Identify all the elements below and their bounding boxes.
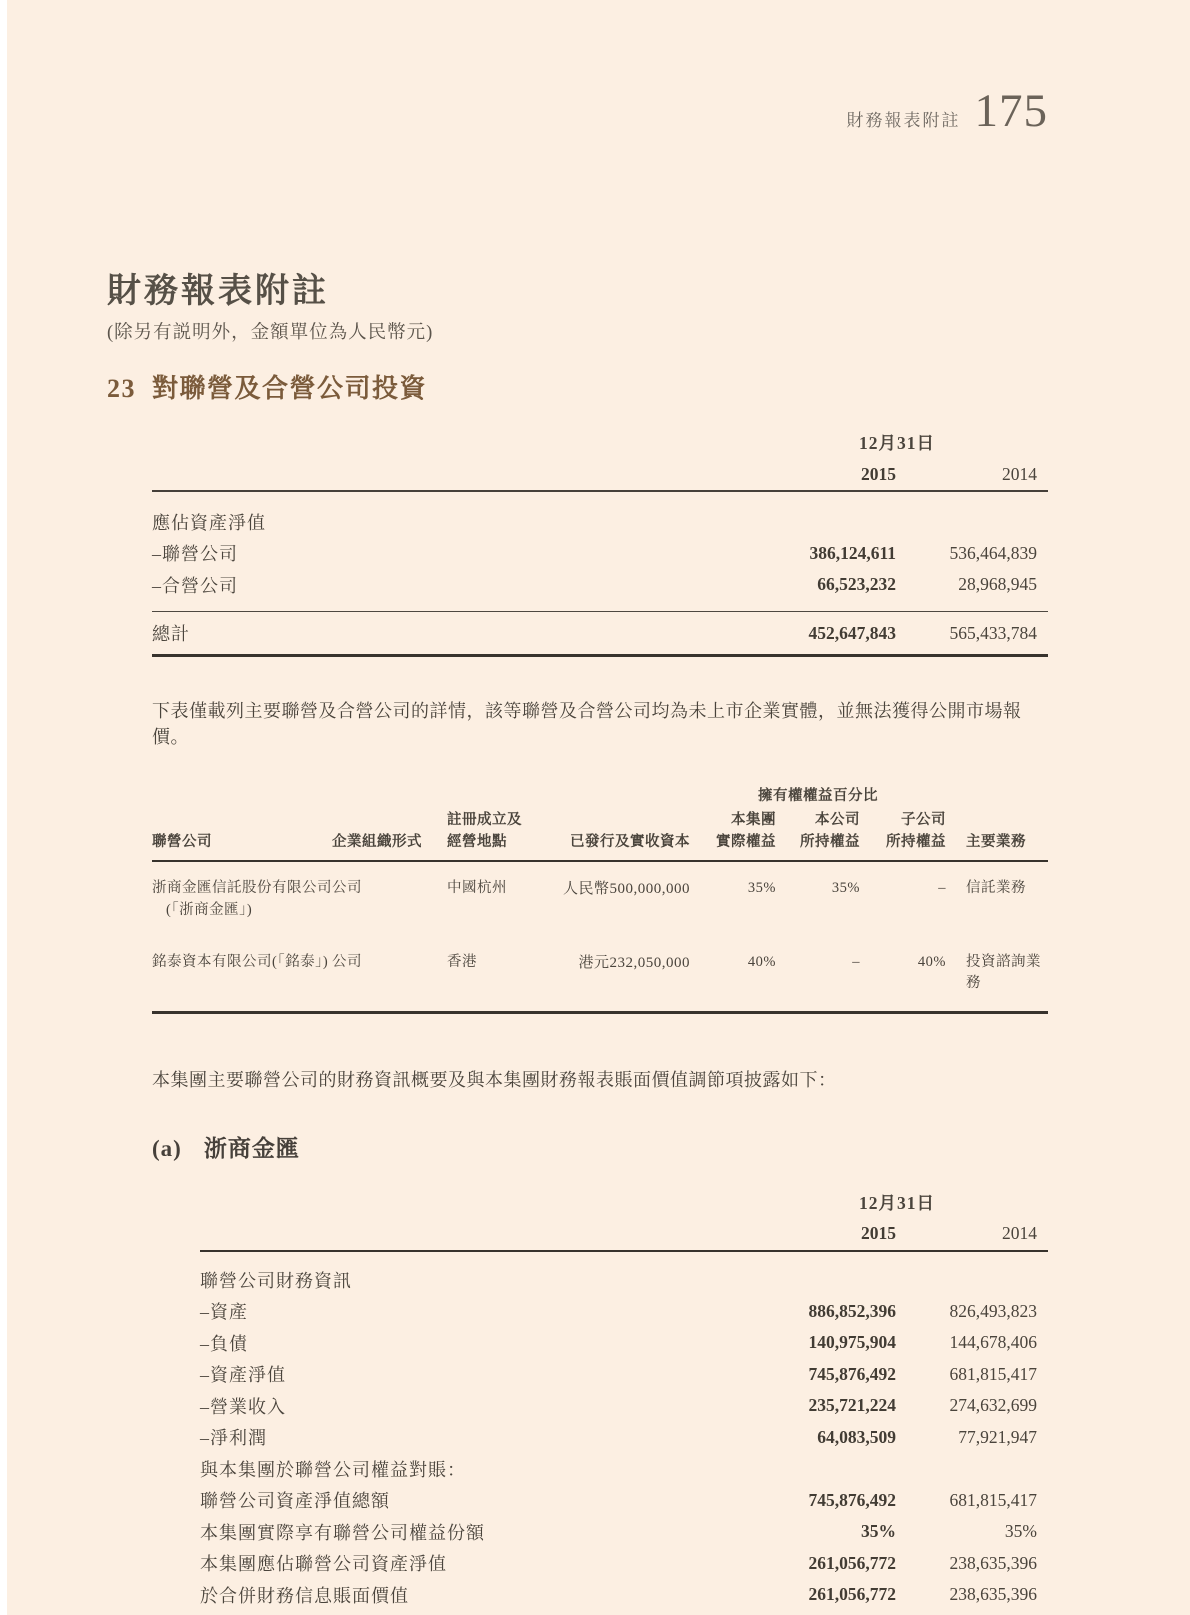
value-2015: 64,083,509 (817, 1426, 896, 1447)
associates-table (152, 779, 1048, 1014)
col-capital: 已發行及實收資本 (570, 834, 690, 851)
col-form: 企業組織形式 (332, 834, 422, 851)
value-2014: 681,815,417 (949, 1489, 1037, 1510)
cell-business: 信託業務 (966, 880, 1026, 897)
date-header: 12月31日 (859, 433, 935, 454)
col-group-interest (690, 809, 776, 854)
value-2014: 681,815,417 (949, 1363, 1037, 1384)
table-row (152, 506, 1048, 538)
value-2014: 144,678,406 (949, 1332, 1037, 1353)
company-name: 銘泰資本有限公司(「銘泰」) (152, 953, 329, 970)
cell-sub-interest: 40% (917, 953, 946, 970)
table-years-row (152, 459, 1048, 491)
row-label: 與本集團於聯營公司權益對賬： (200, 1459, 466, 1480)
section-body (152, 427, 1048, 1615)
col-parent-line2: 所持權益 (800, 834, 860, 851)
total-label: 總計 (152, 624, 190, 645)
document-title: 財務報表附註 (107, 273, 329, 310)
table-row (200, 1359, 1048, 1391)
cell-place: 香港 (447, 953, 477, 970)
cell-parent-interest: 35% (831, 880, 860, 897)
subsection-title: 浙商金匯 (203, 1135, 300, 1161)
detail-table-body (200, 1252, 1048, 1615)
table-years-row (200, 1218, 1048, 1250)
value-2014: 238,635,396 (949, 1552, 1037, 1573)
ownership-group-header-row (152, 779, 1048, 805)
total-row (152, 612, 1048, 654)
value-2014: 274,632,699 (949, 1395, 1037, 1416)
table-row (200, 1453, 1048, 1485)
subsection-label: (a) (152, 1135, 182, 1161)
table-row (200, 1422, 1048, 1454)
cell-company (152, 952, 332, 974)
table-row (152, 569, 1048, 601)
row-label: –負債 (200, 1333, 248, 1354)
row-label: –合營公司 (152, 575, 238, 596)
detail-table (200, 1187, 1048, 1615)
col-sub-line2: 所持權益 (886, 834, 946, 851)
company-name: 浙商金匯信託股份有限公司 (152, 880, 332, 897)
row-label: –營業收入 (200, 1396, 286, 1417)
row-label: 本集團應佔聯營公司資產淨值 (200, 1554, 447, 1575)
company-shortname: (「浙商金匯」) (166, 901, 253, 918)
value-2015: 745,876,492 (808, 1363, 896, 1384)
col-place (447, 809, 559, 854)
section-title: 對聯營及合營公司投資 (152, 374, 428, 404)
section-number: 23 (107, 374, 136, 404)
table-row (200, 1548, 1048, 1580)
row-label: 於合併財務信息賬面價值 (200, 1585, 409, 1606)
row-label: –資產 (200, 1302, 248, 1323)
year-2014-header: 2014 (1002, 1223, 1037, 1244)
col-place-line2: 經營地點 (447, 834, 507, 851)
cell-place: 中國杭州 (447, 880, 507, 897)
value-2014: 826,493,823 (949, 1300, 1037, 1321)
col-company: 聯營公司 (152, 834, 212, 851)
reconciliation-paragraph: 本集團主要聯營公司的財務資訊概要及與本集團財務報表賬面價值調節項披露如下： (152, 1069, 837, 1090)
table-row (200, 1516, 1048, 1548)
value-2014: 536,464,839 (949, 542, 1037, 563)
cell-capital: 人民幣500,000,000 (562, 881, 690, 898)
document-subtitle: (除另有説明外，金額單位為人民幣元) (107, 323, 434, 344)
col-sub-line1: 子公司 (901, 811, 946, 828)
cell-parent-interest: – (852, 953, 860, 970)
year-2014-header: 2014 (1002, 463, 1037, 484)
intro-paragraph: 下表僅載列主要聯營及合營公司的詳情，該等聯營及合營公司均為未上市企業實體，並無法獲得公開市場報價。 (152, 700, 1022, 747)
cell-group-interest: 35% (747, 880, 776, 897)
table-row (152, 952, 1048, 996)
row-label: –資產淨值 (200, 1365, 286, 1386)
col-group-line1: 本集團 (731, 811, 776, 828)
subsection-heading (152, 1130, 1048, 1163)
row-label: 聯營公司資產淨值總額 (200, 1491, 390, 1512)
cell-sub-interest: – (938, 880, 946, 897)
bottom-rule (152, 1011, 1048, 1014)
row-group-label: 應佔資產淨值 (152, 512, 266, 533)
value-2015: 261,056,772 (808, 1584, 896, 1605)
value-2015: 140,975,904 (808, 1332, 896, 1353)
table-row (200, 1390, 1048, 1422)
table-row (200, 1327, 1048, 1359)
row-label: –淨利潤 (200, 1428, 267, 1449)
summary-table-body (152, 492, 1048, 611)
associates-table-body (152, 862, 1048, 995)
value-2015: 886,852,396 (808, 1300, 896, 1321)
value-2015: 745,876,492 (808, 1489, 896, 1510)
cell-group-interest: 40% (747, 953, 776, 970)
year-2015-header: 2015 (861, 1223, 896, 1244)
row-label: 本集團實際享有聯營公司權益份額 (200, 1522, 485, 1543)
col-parent-line1: 本公司 (815, 811, 860, 828)
value-2015: 261,056,772 (808, 1552, 896, 1573)
col-sub-interest (860, 809, 946, 854)
col-place-line1: 註冊成立及 (447, 811, 522, 828)
col-parent-interest (776, 809, 860, 854)
cell-company (152, 878, 332, 922)
table-row (152, 538, 1048, 570)
table-date-row (152, 427, 1048, 459)
cell-capital: 港元232,050,000 (578, 954, 690, 971)
value-2014: 238,635,396 (949, 1584, 1037, 1605)
cell-form: 公司 (332, 953, 362, 970)
col-business: 主要業務 (966, 834, 1026, 851)
ownership-group-header: 擁有權權益百分比 (758, 787, 878, 804)
summary-table (152, 427, 1048, 657)
value-2014: 77,921,947 (958, 1426, 1037, 1447)
total-2014: 565,433,784 (949, 622, 1037, 643)
cell-form: 公司 (332, 880, 362, 897)
table-row (200, 1485, 1048, 1517)
column-header-row (152, 805, 1048, 860)
table-row (152, 878, 1048, 922)
value-2015: 35% (861, 1521, 896, 1542)
value-2015: 66,523,232 (817, 574, 896, 595)
col-group-line2: 實際權益 (716, 834, 776, 851)
bottom-rule (152, 654, 1048, 657)
table-row (200, 1264, 1048, 1296)
value-2015: 235,721,224 (808, 1395, 896, 1416)
table-row (200, 1296, 1048, 1328)
date-header: 12月31日 (859, 1192, 935, 1213)
running-head-label: 財務報表附註 (846, 111, 961, 130)
row-label: –聯營公司 (152, 544, 238, 565)
year-2015-header: 2015 (861, 463, 896, 484)
section-heading (107, 368, 1048, 405)
total-2015: 452,647,843 (808, 622, 896, 643)
value-2014: 35% (1004, 1521, 1037, 1542)
page-header (847, 84, 1049, 138)
page-number: 175 (974, 85, 1048, 137)
table-date-row (200, 1187, 1048, 1219)
cell-business: 投資諮詢業務 (966, 953, 1041, 992)
value-2014: 28,968,945 (958, 574, 1037, 595)
row-label: 聯營公司財務資訊 (200, 1270, 352, 1291)
value-2015: 386,124,611 (809, 542, 896, 563)
table-row (200, 1579, 1048, 1611)
